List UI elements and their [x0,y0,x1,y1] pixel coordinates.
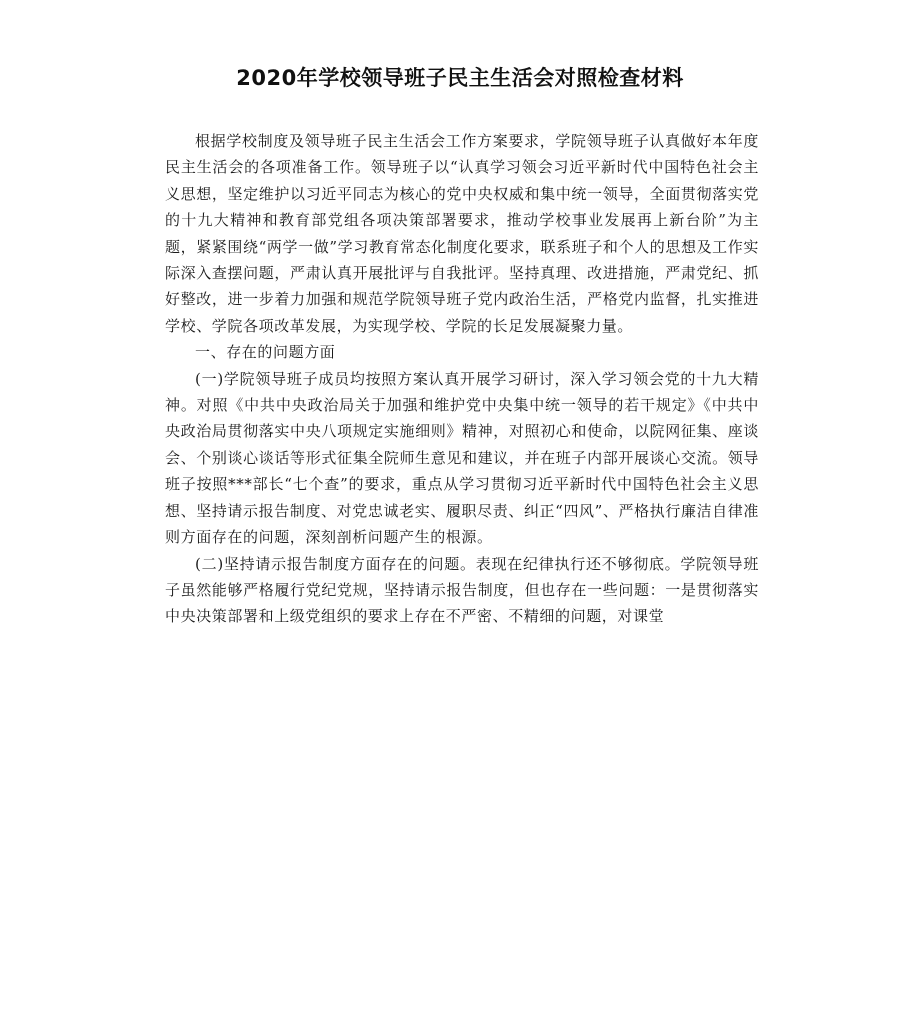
paragraph-intro: 根据学校制度及领导班子民主生活会工作方案要求，学院领导班子认真做好本年度民主生活会的各项准备工作。领导班子以“认真学习领会习近平新时代中国特色社会主义思想，坚定维护以习近平同志为核心的党中央权威和集中统一领导，全面贯彻落实党的十九大精神和教育部党组各项决策部署要求，推动学校事业发展再上新台阶”为主题，紧紧围绕“两学一做”学习教育常态化制度化要求，联系班子和个人的思想及工作实际深入查摆问题，严肃认真开展批评与自我批评。坚持真理、改进措施，严肃党纪、抓好整改，进一步着力加强和规范学院领导班子党内政治生活，严格党内监督，扎实推进学校、学院各项改革发展，为实现学校、学院的长足发展凝聚力量。 [165,132,759,335]
paragraph-item-1: (一)学院领导班子成员均按照方案认真开展学习研讨，深入学习领会党的十九大精神。对照《中共中央政治局关于加强和维护党中央集中统一领导的若干规定》《中共中央政治局贯彻落实中央八项规定实施细则》精神，对照初心和使命，以院网征集、座谈会、个别谈心谈话等形式征集全院师生意见和建议，并在班子内部开展谈心交流。领导班子按照***部长“七个查”的要求，重点从学习贯彻习近平新时代中国特色社会主义思想、坚持请示报告制度、对党忠诚老实、履职尽责、纠正“四风”、严格执行廉洁自律准则方面存在的问题，深刻剖析问题产生的根源。 [165,369,759,547]
document-title: 2020年学校领导班子民主生活会对照检查材料 [236,66,684,90]
paragraph-item-2: (二)坚持请示报告制度方面存在的问题。表现在纪律执行还不够彻底。学院领导班子虽然能够严格履行党纪党规，坚持请示报告制度，但也存在一些问题：一是贯彻落实中央决策部署和上级党组织的要求上存在不严密、不精细的问题，对课堂 [165,554,759,626]
document-body [165,128,759,630]
section-heading-problems: 一、存在的问题方面 [195,343,336,362]
